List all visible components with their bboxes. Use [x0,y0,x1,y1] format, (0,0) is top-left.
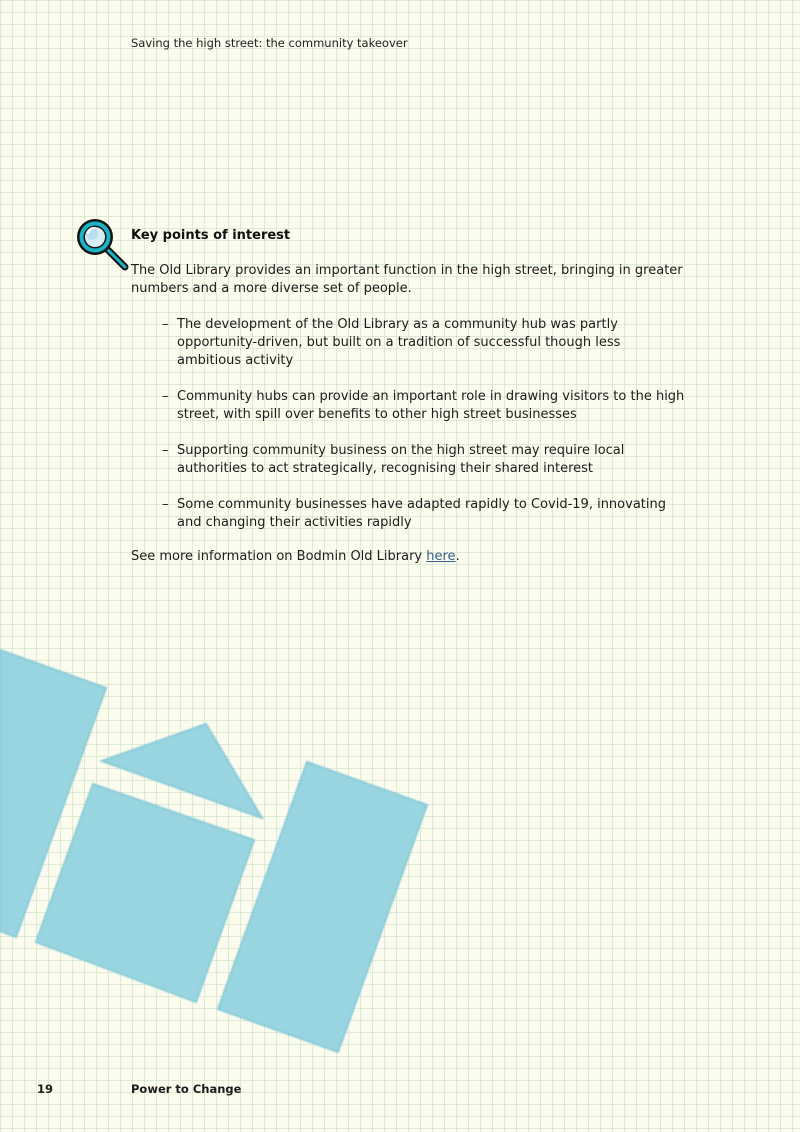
bullet-text: Community hubs can provide an important role in drawing visitors to the high street, with spill over benefits to other high street businesses [177,389,685,422]
more-info-suffix: . [455,549,460,564]
intro-paragraph: The Old Library provides an important function in the high street, bringing in greater numbers and a more diverse set of people. [131,263,683,296]
here-link[interactable]: here [426,549,456,564]
bullet-dash: – [162,317,169,332]
magnifying-glass-icon [73,215,129,271]
list-item [162,442,687,478]
running-header: Saving the high street: the community takeover [131,36,408,50]
bullet-dash: – [162,443,169,458]
bullet-text: Supporting community business on the high street may require local authorities to act strategically, recognising their shared interest [177,443,625,476]
decorative-shapes [0,640,460,1060]
list-item [162,388,687,424]
decorative-square [36,784,254,1002]
bullet-text: The development of the Old Library as a community hub was partly opportunity-driven, but built on a tradition of successful though less ambitious activity [177,317,621,368]
footer-publisher: Power to Change [131,1082,242,1096]
bullet-dash: – [162,497,169,512]
list-item [162,496,687,532]
page-number: 19 [37,1082,54,1096]
more-info-text: See more information on Bodmin Old Library [131,549,427,564]
key-points-list [162,316,687,550]
bullet-text: Some community businesses have adapted rapidly to Covid-19, innovating and changing their activities rapidly [177,497,666,530]
key-points-heading: Key points of interest [131,228,291,243]
bullet-dash: – [162,389,169,404]
list-item [162,316,687,370]
more-info [131,549,460,564]
